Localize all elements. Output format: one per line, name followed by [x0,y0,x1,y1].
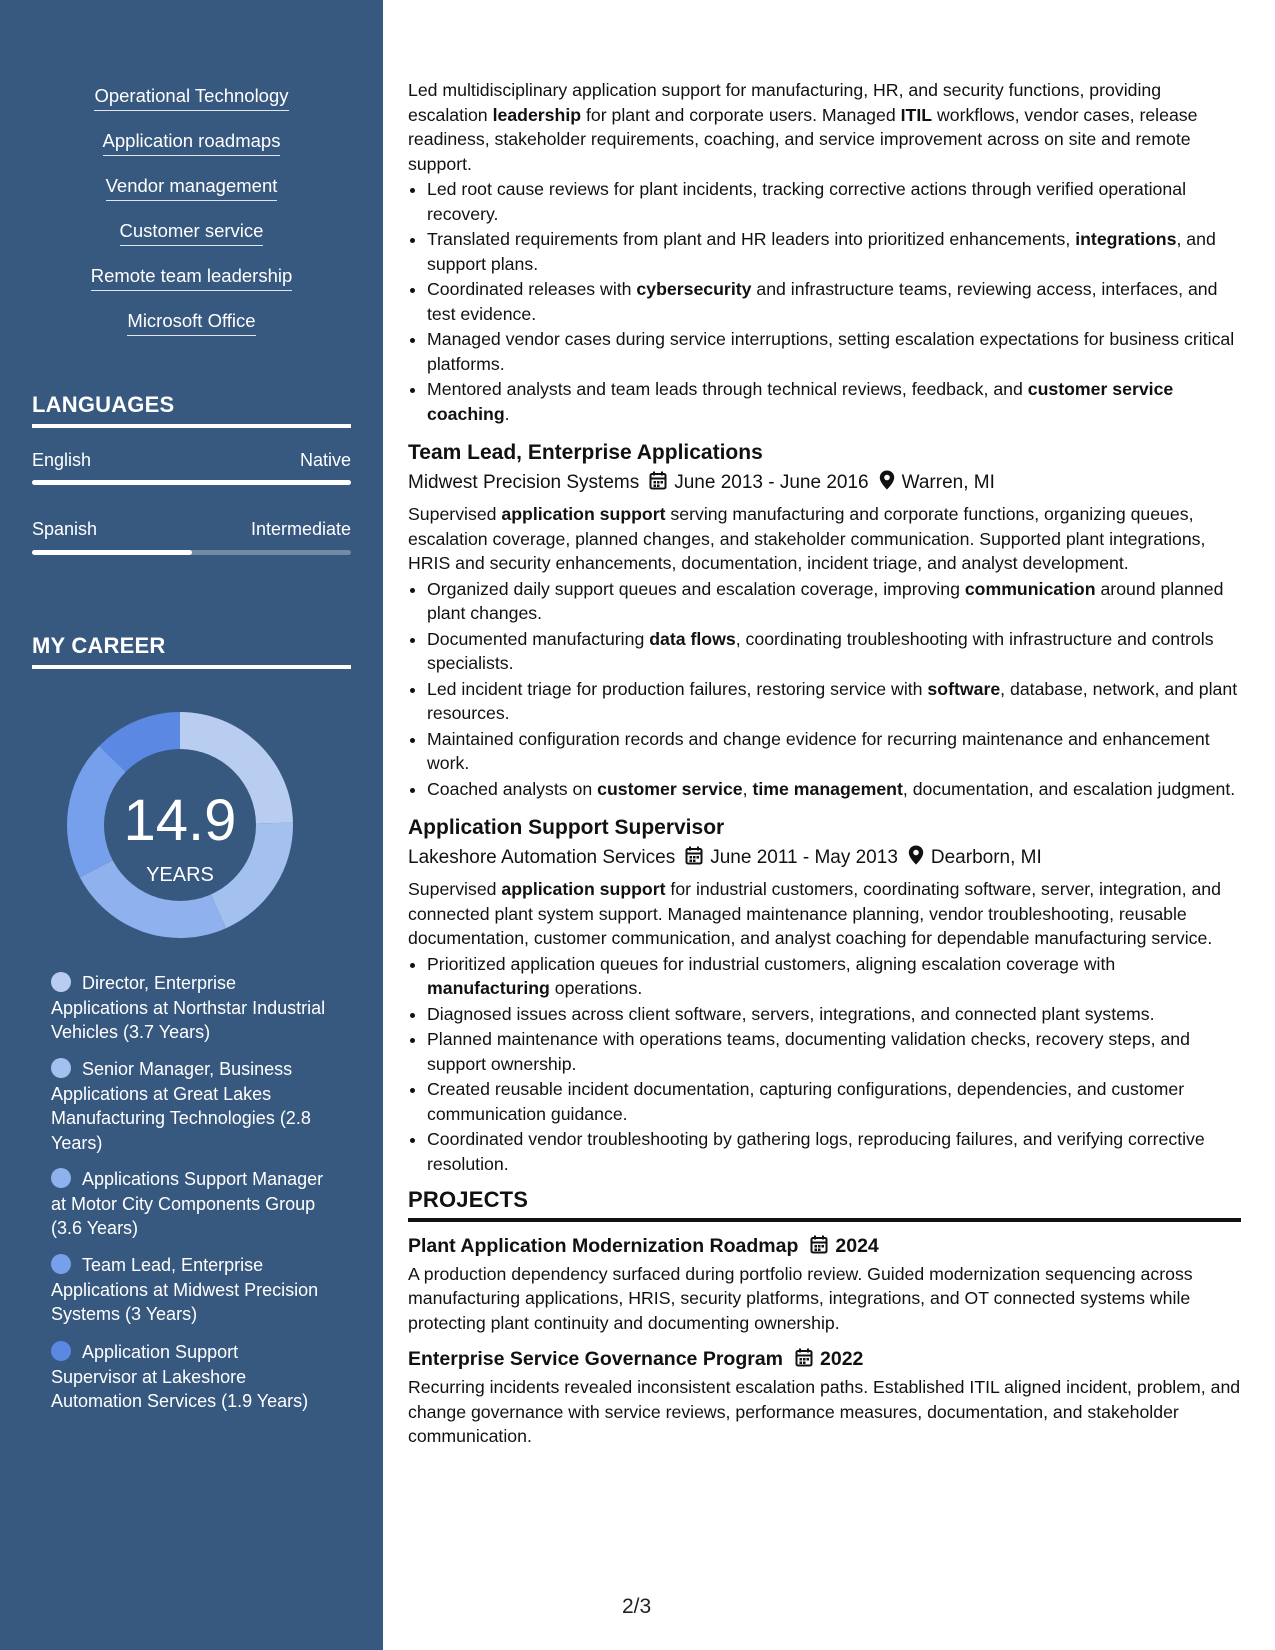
language-bar-fill [32,550,192,555]
job-summary: Supervised application support serving manufacturing and corporate functions, organizing queues, escalation coverage, planned changes, and stakeholder communication. Supported plant integrations, HRIS and security enhancements, documentation, incident triage, and analyst development. [408,504,1206,573]
legend-dot [51,972,71,992]
career-legend-item [51,1340,326,1414]
project-title-row [408,1346,1241,1372]
calendar-icon [685,846,703,865]
language-name: Spanish [32,519,98,539]
bullet-item: • Coordinated vendor troubleshooting by gathering logs, reproducing failures, and verifying corrective resolution. [427,1127,1241,1176]
job-meta [408,470,1241,496]
job-title: Team Lead, Enterprise Applications [408,441,763,464]
job-location: Dearborn, MI [930,847,1042,868]
legend-dot [51,1058,71,1078]
language-level: Intermediate [250,519,351,539]
project-title-row [408,1233,1241,1259]
bullet-item: • Planned maintenance with operations teams, documenting validation checks, recovery steps, and support ownership. [427,1027,1241,1076]
career-unit: YEARS [146,864,214,886]
project-title: Enterprise Service Governance Program [408,1348,784,1370]
bullet-item: • Coordinated releases with cybersecurity and infrastructure teams, reviewing access, interfaces, and test evidence. [427,277,1241,326]
skill-item: Customer service [0,220,383,246]
career-legend-item [51,1167,326,1241]
legend-dot [51,1341,71,1361]
career-legend-item [51,971,326,1045]
bullet-item: • Led root cause reviews for plant incidents, tracking corrective actions through verified operational recovery. [427,177,1241,226]
language-bar [32,480,351,485]
job-summary: Supervised application support for industrial customers, coordinating software, server, integration, and connected plant system support. Managed maintenance planning, vendor troubleshooting, reusable documentation, customer communication, and analyst coaching for dependable manufacturing service. [408,879,1221,948]
career-legend-label: Senior Manager, Business Applications at Great Lakes Manufacturing Technologies (2.8 Years) [51,1059,311,1153]
job-company: Lakeshore Automation Services [408,847,676,868]
language-bar-fill [32,480,351,485]
calendar-icon [649,471,667,490]
bullet-item: • Diagnosed issues across client software, servers, integrations, and connected plant systems. [427,1002,1241,1027]
bullet-item: • Documented manufacturing data flows, coordinating troubleshooting with infrastructure and controls specialists. [427,627,1241,676]
skill-item: Microsoft Office [0,310,383,336]
job-dates: June 2011 - May 2013 [710,847,898,868]
skill-item: Remote team leadership [0,265,383,291]
project-year: 2022 [820,1348,864,1370]
career-legend-label: Director, Enterprise Applications at Northstar Industrial Vehicles (3.7 Years) [51,973,326,1042]
bullet-item: • Prioritized application queues for industrial customers, aligning escalation coverage with manufacturing operations. [427,952,1241,1001]
career-total: 14.9 [123,788,237,853]
language-name: English [32,450,92,470]
career-legend-item [51,1057,326,1155]
bullet-item: • Organized daily support queues and escalation coverage, improving communication around planned plant changes. [427,577,1241,626]
job-meta [408,845,1241,871]
career-legend-item [51,1253,326,1327]
bullet-item: • Maintained configuration records and change evidence for recurring maintenance and enhancement work. [427,727,1241,776]
sidebar [0,0,383,1650]
language-level: Native [299,450,351,470]
job-dates: June 2013 - June 2016 [674,472,869,493]
skill-item: Vendor management [0,175,383,201]
bullet-item: • Created reusable incident documentation, capturing configurations, dependencies, and customer communication guidance. [427,1077,1241,1126]
career-legend-label: Team Lead, Enterprise Applications at Midwest Precision Systems (3 Years) [51,1255,319,1324]
experience-bullets [408,177,1241,426]
page-number: 2/3 [622,1595,652,1618]
language-bar [32,550,351,555]
bullet-item: • Coached analysts on customer service, time management, documentation, and escalation judgment. [427,777,1241,802]
project-description: A production dependency surfaced during portfolio review. Guided modernization sequencing across manufacturing applications, HRIS, security platforms, integrations, and OT connected systems while protecting plant continuity and documenting ownership. [408,1263,1193,1333]
project-year: 2024 [835,1234,879,1257]
project-title: Plant Application Modernization Roadmap [408,1234,799,1257]
project-description: Recurring incidents revealed inconsistent escalation paths. Established ITIL aligned incident, problem, and change governance with service reviews, performance measures, documentation, and stakeholder communication. [408,1377,1241,1446]
calendar-icon [795,1348,813,1367]
skill-item: Application roadmaps [0,130,383,156]
projects-heading: PROJECTS [408,1188,1241,1222]
bullet-item: • Managed vendor cases during service interruptions, setting escalation expectations for business critical platforms. [427,327,1241,376]
job-company: Midwest Precision Systems [408,472,640,493]
career-donut-chart [65,710,295,940]
legend-dot [51,1168,71,1188]
bullet-item: • Translated requirements from plant and HR leaders into prioritized enhancements, integrations, and support plans. [427,227,1241,276]
job-title: Application Support Supervisor [408,816,725,839]
skill-item: Operational Technology [0,85,383,111]
languages-heading: LANGUAGES [32,392,351,428]
career-heading: MY CAREER [32,633,351,669]
job-location: Warren, MI [901,472,995,493]
bullet-item: • Mentored analysts and team leads through technical reviews, feedback, and customer service coaching. [427,377,1241,426]
calendar-icon [810,1235,828,1254]
career-legend-label: Applications Support Manager at Motor City Components Group (3.6 Years) [51,1169,324,1238]
job-bullets [408,577,1241,802]
location-pin-icon [908,845,924,865]
main-content [408,78,1241,1449]
bullet-item: • Led incident triage for production failures, restoring service with software, database, network, and plant resources. [427,677,1241,726]
job-bullets [408,952,1241,1177]
career-legend-label: Application Support Supervisor at Lakeshore Automation Services (1.9 Years) [51,1342,309,1411]
location-pin-icon [879,470,895,490]
legend-dot [51,1254,71,1274]
experience-summary: Led multidisciplinary application support for manufacturing, HR, and security functions, providing escalation leadership for plant and corporate users. Managed ITIL workflows, vendor cases, release readiness, stakeholder requirements, coaching, and service improvement across on site and remote support. [408,80,1198,174]
